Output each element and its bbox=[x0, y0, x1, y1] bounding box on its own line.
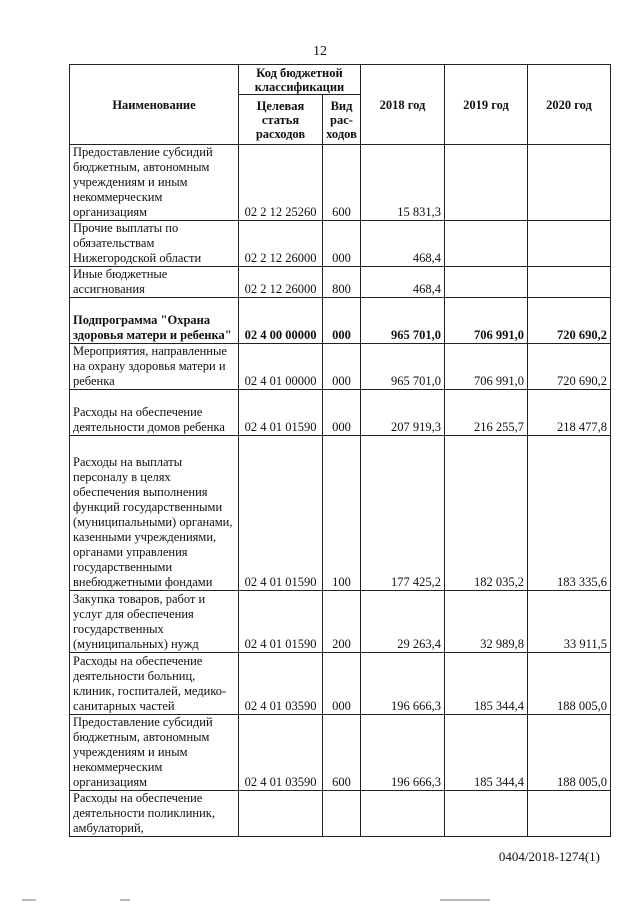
row-kind-cell: 000 bbox=[323, 344, 361, 390]
scan-artifact bbox=[120, 899, 130, 901]
budget-table bbox=[69, 64, 611, 837]
row-2020-cell bbox=[528, 791, 611, 837]
table-row bbox=[70, 298, 611, 344]
row-2018-cell: 965 701,0 bbox=[361, 344, 445, 390]
row-2018-cell: 207 919,3 bbox=[361, 390, 445, 436]
row-2019-cell: 706 991,0 bbox=[445, 344, 528, 390]
row-2020-cell bbox=[528, 145, 611, 221]
header-code-group: Код бюджетной классификации bbox=[239, 65, 361, 95]
row-code-cell: 02 4 01 03590 bbox=[239, 653, 323, 715]
row-2020-cell: 188 005,0 bbox=[528, 653, 611, 715]
row-2020-cell: 33 911,5 bbox=[528, 591, 611, 653]
row-name-cell: Иные бюджетные ассигнования bbox=[70, 267, 239, 298]
row-2018-cell: 29 263,4 bbox=[361, 591, 445, 653]
row-2020-cell: 218 477,8 bbox=[528, 390, 611, 436]
row-2018-cell bbox=[361, 791, 445, 837]
row-name-cell: Расходы на выплаты персоналу в целях обеспечения выполнения функций государственными (муниципальными) органами, казенными учреждениями, органами управления государственными внебюджетными фондами bbox=[70, 436, 239, 591]
table-header bbox=[70, 65, 611, 145]
row-code-cell bbox=[239, 791, 323, 837]
row-code-cell: 02 4 01 01590 bbox=[239, 591, 323, 653]
row-code-cell: 02 4 01 03590 bbox=[239, 715, 323, 791]
table-row bbox=[70, 390, 611, 436]
row-2019-cell: 216 255,7 bbox=[445, 390, 528, 436]
row-2020-cell: 188 005,0 bbox=[528, 715, 611, 791]
row-name-cell: Подпрограмма "Охрана здоровья матери и ребенка" bbox=[70, 298, 239, 344]
table-row bbox=[70, 653, 611, 715]
header-2020: 2020 год bbox=[528, 65, 611, 145]
row-kind-cell: 200 bbox=[323, 591, 361, 653]
row-2020-cell bbox=[528, 267, 611, 298]
table-row bbox=[70, 715, 611, 791]
row-kind-cell: 800 bbox=[323, 267, 361, 298]
row-code-cell: 02 2 12 26000 bbox=[239, 221, 323, 267]
table-row bbox=[70, 145, 611, 221]
row-name-cell: Расходы на обеспечение деятельности домов ребенка bbox=[70, 390, 239, 436]
table-row bbox=[70, 267, 611, 298]
table-row bbox=[70, 436, 611, 591]
document-number: 0404/2018-1274(1) bbox=[498, 849, 600, 864]
row-2020-cell: 183 335,6 bbox=[528, 436, 611, 591]
scan-artifact bbox=[22, 899, 36, 901]
row-kind-cell: 000 bbox=[323, 390, 361, 436]
header-target-article: Целевая статья расходов bbox=[239, 95, 323, 145]
row-name-cell: Прочие выплаты по обязательствам Нижегородской области bbox=[70, 221, 239, 267]
row-2020-cell: 720 690,2 bbox=[528, 344, 611, 390]
row-name-cell: Расходы на обеспечение деятельности поликлиник, амбулаторий, bbox=[70, 791, 239, 837]
row-code-cell: 02 4 00 00000 bbox=[239, 298, 323, 344]
row-code-cell: 02 4 01 00000 bbox=[239, 344, 323, 390]
row-kind-cell: 100 bbox=[323, 436, 361, 591]
row-name-cell: Предоставление субсидий бюджетным, автономным учреждениям и иным некоммерческим организациям bbox=[70, 715, 239, 791]
row-2019-cell: 185 344,4 bbox=[445, 653, 528, 715]
row-2020-cell bbox=[528, 221, 611, 267]
table-row bbox=[70, 791, 611, 837]
row-2018-cell: 468,4 bbox=[361, 267, 445, 298]
scan-artifact bbox=[440, 899, 490, 901]
row-code-cell: 02 4 01 01590 bbox=[239, 390, 323, 436]
row-name-cell: Расходы на обеспечение деятельности больниц, клиник, госпиталей, медико-санитарных частей bbox=[70, 653, 239, 715]
row-kind-cell: 000 bbox=[323, 653, 361, 715]
row-2019-cell: 32 989,8 bbox=[445, 591, 528, 653]
row-name-cell: Мероприятия, направленные на охрану здоровья матери и ребенка bbox=[70, 344, 239, 390]
row-2018-cell: 468,4 bbox=[361, 221, 445, 267]
row-name-cell: Закупка товаров, работ и услуг для обеспечения государственных (муниципальных) нужд bbox=[70, 591, 239, 653]
row-2019-cell bbox=[445, 791, 528, 837]
table-row bbox=[70, 221, 611, 267]
header-expense-type: Вид рас-ходов bbox=[323, 95, 361, 145]
row-name-cell: Предоставление субсидий бюджетным, автономным учреждениям и иным некоммерческим организациям bbox=[70, 145, 239, 221]
row-kind-cell: 600 bbox=[323, 145, 361, 221]
table-row bbox=[70, 344, 611, 390]
row-kind-cell bbox=[323, 791, 361, 837]
row-code-cell: 02 2 12 25260 bbox=[239, 145, 323, 221]
row-kind-cell: 000 bbox=[323, 298, 361, 344]
page-number: 12 bbox=[313, 44, 327, 59]
row-2019-cell bbox=[445, 221, 528, 267]
row-code-cell: 02 2 12 26000 bbox=[239, 267, 323, 298]
row-2019-cell: 185 344,4 bbox=[445, 715, 528, 791]
header-2018: 2018 год bbox=[361, 65, 445, 145]
table-body bbox=[70, 145, 611, 837]
row-2019-cell bbox=[445, 267, 528, 298]
row-kind-cell: 000 bbox=[323, 221, 361, 267]
header-2019: 2019 год bbox=[445, 65, 528, 145]
table-row bbox=[70, 591, 611, 653]
row-2020-cell: 720 690,2 bbox=[528, 298, 611, 344]
row-2019-cell: 182 035,2 bbox=[445, 436, 528, 591]
row-2018-cell: 177 425,2 bbox=[361, 436, 445, 591]
row-2018-cell: 196 666,3 bbox=[361, 715, 445, 791]
row-2018-cell: 196 666,3 bbox=[361, 653, 445, 715]
row-kind-cell: 600 bbox=[323, 715, 361, 791]
row-2019-cell bbox=[445, 145, 528, 221]
row-2018-cell: 965 701,0 bbox=[361, 298, 445, 344]
row-2019-cell: 706 991,0 bbox=[445, 298, 528, 344]
row-code-cell: 02 4 01 01590 bbox=[239, 436, 323, 591]
row-2018-cell: 15 831,3 bbox=[361, 145, 445, 221]
header-name: Наименование bbox=[70, 65, 239, 145]
